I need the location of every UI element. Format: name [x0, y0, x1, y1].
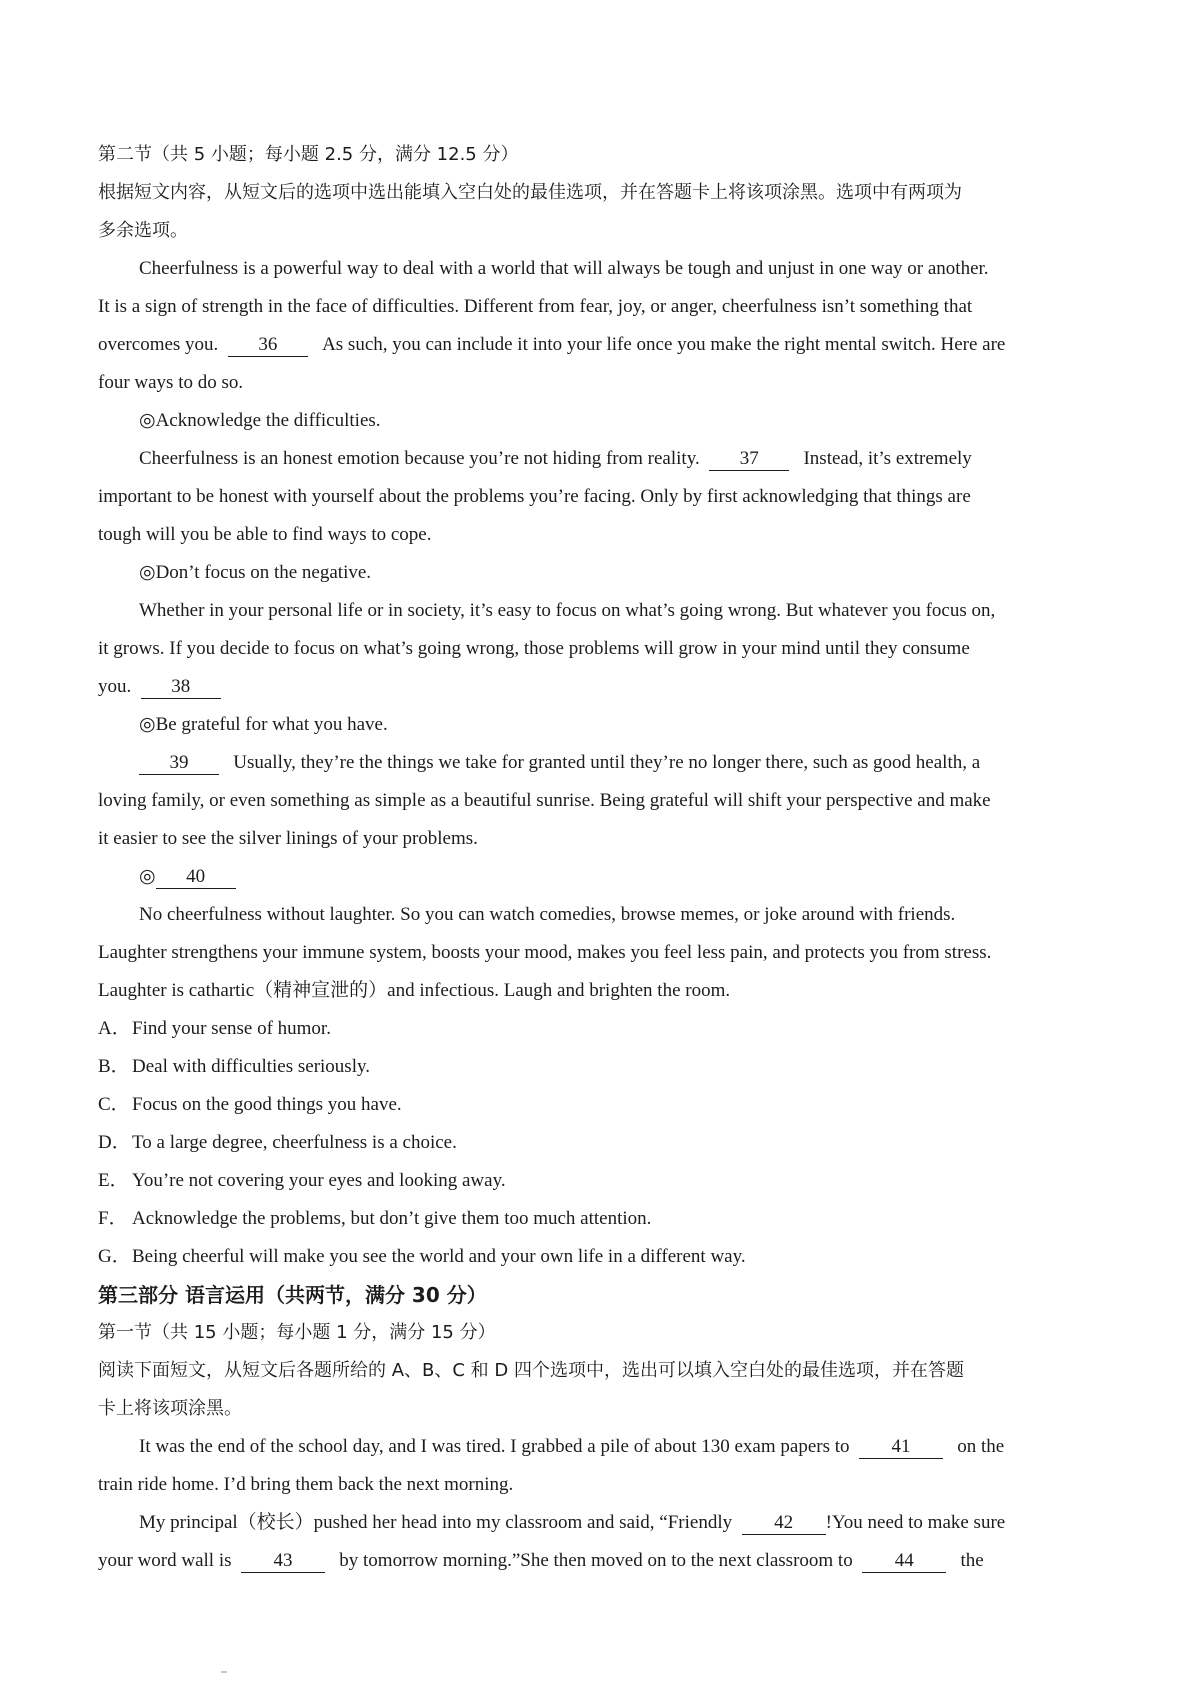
- instructions-line: 阅读下面短文，从短文后各题所给的 A、B、C 和 D 四个选项中，选出可以填入空白处的最佳选项，并在答题: [98, 1360, 964, 1381]
- blank-43[interactable]: 43: [241, 1550, 325, 1573]
- passage-line: It was the end of the school day, and I was tired. I grabbed a pile of about 130 exam papers to 41 on the: [139, 1436, 1005, 1457]
- blank-44[interactable]: 44: [862, 1550, 946, 1573]
- passage-line: It is a sign of strength in the face of difficulties. Different from fear, joy, or anger, cheerfulness isn’t something that: [98, 296, 973, 317]
- blank-37[interactable]: 37: [709, 448, 789, 471]
- blank-42[interactable]: 42: [742, 1512, 826, 1535]
- part-title: 第三部分 语言运用（共两节，满分 30 分）: [98, 1283, 487, 1307]
- passage-line: your word wall is 43 by tomorrow morning.”She then moved on to the next classroom to 44 the: [98, 1550, 984, 1571]
- option-e: E． You’re not covering your eyes and looking away.: [98, 1170, 506, 1191]
- instructions-line: 卡上将该项涂黑。: [98, 1398, 242, 1419]
- passage-line: Whether in your personal life or in society, it’s easy to focus on what’s going wrong. But whatever you focus on,: [139, 600, 996, 621]
- blank-38[interactable]: 38: [141, 676, 221, 699]
- instructions-line: 根据短文内容，从短文后的选项中选出能填入空白处的最佳选项，并在答题卡上将该项涂黑。选项中有两项为: [98, 182, 962, 203]
- page-footer-mark: [221, 1671, 227, 1673]
- passage-line: loving family, or even something as simple as a beautiful sunrise. Being grateful will shift your perspective and make: [98, 790, 991, 811]
- exam-page: [98, 136, 1110, 1580]
- option-b: B． Deal with difficulties seriously.: [98, 1056, 370, 1077]
- passage-line: it easier to see the silver linings of your problems.: [98, 828, 478, 849]
- passage-line: important to be honest with yourself about the problems you’re facing. Only by first acknowledging that things are: [98, 486, 971, 507]
- passage-line: it grows. If you decide to focus on what’s going wrong, those problems will grow in your mind until they consume: [98, 638, 970, 659]
- subheading: ◎Acknowledge the difficulties.: [139, 410, 381, 431]
- option-f: F． Acknowledge the problems, but don’t give them too much attention.: [98, 1208, 652, 1229]
- blank-41[interactable]: 41: [859, 1436, 943, 1459]
- instructions-line: 多余选项。: [98, 220, 188, 241]
- blank-36[interactable]: 36: [228, 334, 308, 357]
- subheading: ◎Be grateful for what you have.: [139, 714, 388, 735]
- passage-line: My principal（校长）pushed her head into my classroom and said, “Friendly 42 !You need to make sure: [139, 1512, 1006, 1533]
- passage-line: 39 Usually, they’re the things we take for granted until they’re no longer there, such as good health, a: [98, 744, 1110, 782]
- passage-line: tough will you be able to find ways to cope.: [98, 524, 432, 545]
- passage-line: you. 38: [98, 668, 1110, 706]
- option-g: G．Being cheerful will make you see the world and your own life in a different way.: [98, 1246, 746, 1267]
- section-header: 第一节（共 15 小题；每小题 1 分，满分 15 分）: [98, 1322, 496, 1343]
- passage-line: Cheerfulness is a powerful way to deal with a world that will always be tough and unjust in one way or another.: [139, 258, 989, 279]
- passage-line: Laughter is cathartic（精神宣泄的）and infectious. Laugh and brighten the room.: [98, 980, 731, 1001]
- passage-line: No cheerfulness without laughter. So you can watch comedies, browse memes, or joke around with friends.: [139, 904, 956, 925]
- passage-line: four ways to do so.: [98, 372, 244, 393]
- blank-40[interactable]: 40: [156, 866, 236, 889]
- blank-39[interactable]: 39: [139, 752, 219, 775]
- option-a: A．Find your sense of humor.: [98, 1018, 331, 1039]
- passage-line: Cheerfulness is an honest emotion because you’re not hiding from reality. 37 Instead, it’s extremely: [139, 448, 972, 469]
- passage-line: Laughter strengthens your immune system, boosts your mood, makes you feel less pain, and protects you from stress.: [98, 942, 992, 963]
- subheading: ◎Don’t focus on the negative.: [139, 562, 372, 583]
- subheading: ◎ 40: [98, 858, 1110, 896]
- passage-line: overcomes you. 36 As such, you can include it into your life once you make the right mental switch. Here are: [98, 334, 1006, 355]
- passage-line: train ride home. I’d bring them back the next morning.: [98, 1474, 514, 1495]
- option-d: D．To a large degree, cheerfulness is a choice.: [98, 1132, 457, 1153]
- section-header: 第二节（共 5 小题；每小题 2.5 分，满分 12.5 分）: [98, 144, 519, 165]
- option-c: C． Focus on the good things you have.: [98, 1094, 402, 1115]
